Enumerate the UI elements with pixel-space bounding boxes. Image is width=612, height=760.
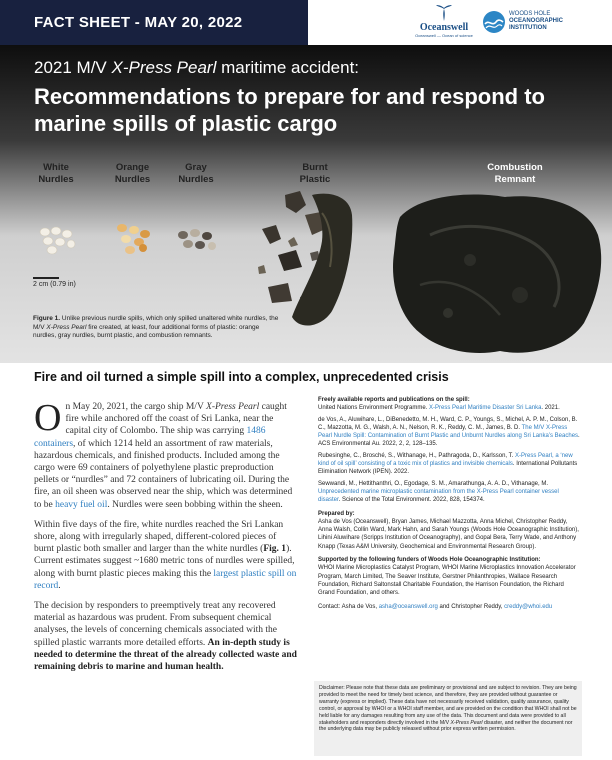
paragraph-3 [34, 600, 298, 673]
containers-link[interactable]: 1486 containers [34, 426, 266, 449]
funders-heading: Supported by the following funders of Woods Hole Oceanographic Institution: [318, 557, 541, 564]
section-subheading: Fire and oil turned a simple spill into a complex, unprecedented crisis [34, 370, 449, 384]
reference-item [318, 452, 580, 477]
heavy-fuel-oil-link[interactable]: heavy fuel oil [55, 499, 108, 510]
disclaimer-text-a: Disclaimer: Please note that these data are preliminary or provisional and are subject to revision. They are being provided to meet the need for timely best science, and therefore, they are provided without guarantee or warranty (express or implied). These data have not necessarily received validation, quality assurance, quality control, or approval by WHOI or a WHOI staff member, and are provided on the condition that WHOI shall not be held liable for any damages resulting from any use of the data. This document and data were provided to all stakeholders and responders directly involved in the M/V [319, 685, 577, 726]
references-sidebar [318, 396, 580, 611]
ref-2-authors: de Vos, A., Aluwihare, L., DiBenedetto, M. H., Ward, C. P., Youngs, S., Michel, A. P. M., Colson, B. C., Mazzotta, M. G., Walsh, A. N., Nelson, R. K., Reddy, C. M., James, B. D. [318, 416, 578, 431]
prepared-by-text: Asha de Vos (Oceanswell), Bryan James, Michael Mazzotta, Anna Michel, Christopher Reddy, Anna Walsh, Collin Ward, Mark Hahn, and Sarah Youngs (Woods Hole Oceanographic Institution), Lihini Aluwihare (Scripps Institution of Oceanography), and Gopal Bera, Terry Wade, and Anthony Knapp (Texas A&M University, Geochemical and Environmental Research Group). [318, 518, 579, 550]
scale-label: 2 cm (0.79 in) [33, 281, 76, 288]
p1-text-d: . Nurdles were seen bobbing within the sheen. [107, 499, 283, 510]
reference-item [318, 416, 580, 449]
oceanswell-name: Oceanswell [419, 22, 469, 33]
caption-ship: X-Press Pearl [46, 323, 87, 331]
whoi-wave-icon [482, 10, 506, 34]
p2-text-c: . [58, 580, 61, 591]
ref-2-source: . ACS Environmental Au. 2022, 2, 2, 128–135. [318, 433, 580, 448]
supertitle-pre: 2021 M/V [34, 58, 112, 77]
largest-spill-link[interactable]: largest plastic spill on record [34, 568, 297, 591]
ref-3-link[interactable]: X-Press Pearl, a ‘new kind of oil spill’ consisting of a toxic mix of plastics and invisible chemicals [318, 452, 573, 468]
caption-text-b: fire created, at least, four additional forms of plastic: orange nurdles, gray nurdles, burnt plastic, and combustion remnants. [33, 323, 260, 339]
orange-nurdles-group [117, 224, 150, 254]
whale-tail-icon [433, 4, 455, 22]
disclaimer-text-b: disaster, and neither the document nor the underlying data may be publicly released without prior express written permission. [319, 719, 573, 733]
drop-cap: O [34, 397, 62, 439]
whoi-line2: OCEANOGRAPHIC [509, 18, 564, 24]
p2-text-b: ). Current estimates suggest ~1680 metric tons of nurdles were spilled, along with burnt plastic pieces making this the [34, 544, 295, 579]
contact-label: Contact: Asha de Vos, [318, 603, 379, 610]
contact-line [318, 603, 580, 611]
combustion-remnant-shape [393, 194, 601, 353]
p3-text-a: The decision by responders to preemptively treat any recovered material as hazardous was prudent. From subsequent chemical analyses, the levels of concerning chemicals associated with the spilled plastic warrants more detailed efforts. [34, 601, 277, 648]
ref-1-authors: United Nations Environment Programme. [318, 405, 430, 412]
top-bar [0, 0, 612, 45]
reference-item [318, 480, 580, 505]
contact-mid: and Christopher Reddy, [437, 603, 505, 610]
date-banner [0, 0, 308, 45]
gray-nurdles-group [178, 229, 216, 250]
page-title: Recommendations to prepare for and respond to marine spills of plastic cargo [34, 84, 545, 136]
caption-text-a: Unlike previous nurdle spills, which only spilled unaltered white nurdles, the M/V [33, 315, 279, 331]
disclaimer-box [314, 681, 582, 756]
figure-reference: Fig. 1 [263, 544, 287, 555]
scale-bar [33, 281, 76, 288]
label-orange-nurdles: Orange Nurdles [114, 162, 151, 185]
white-nurdles-group [40, 227, 75, 254]
email-link-asha[interactable]: asha@oceanswell.org [378, 603, 438, 610]
disclaimer-ship: X-Press Pearl [450, 719, 483, 726]
ref-1-link[interactable]: X-Press Pearl Maritime Disaster Sri Lanka [429, 405, 542, 412]
ref-4-authors: Sewwandi, M., Hettithanthri, O., Egodage, S. M., Amarathunga, A. A. D., Vithanage, M. [318, 480, 549, 487]
label-gray-nurdles: Gray Nurdles [178, 162, 214, 185]
ref-2-link[interactable]: The M/V X-Press Pearl Nurdle Spill: Contamination of Burnt Plastic and Unburnt Nurdles along Sri Lanka’s Beaches [318, 424, 579, 440]
ref-4-link[interactable]: Unprecedented marine microplastic contamination from the X-Press Pearl container vessel disaster [318, 488, 559, 504]
whoi-line3: INSTITUTION [509, 25, 547, 31]
prepared-by-heading: Prepared by: [318, 510, 355, 517]
p1-text-b: caught fire while anchored off the coast of Sri Lanka, near the capital city of Colombo. The ship was carrying [65, 402, 287, 437]
paragraph-2 [34, 519, 298, 592]
oceanswell-logo [404, 4, 484, 42]
reports-heading: Freely available reports and publications on the spill: [318, 397, 470, 403]
burnt-plastic-group [258, 191, 352, 326]
p1-text-a: n May 20, 2021, the cargo ship M/V [65, 402, 207, 412]
label-white-nurdles: White Nurdles [38, 162, 74, 185]
label-combustion-remnant: Combustion Remnant [487, 162, 543, 185]
caption-label: Figure 1. [33, 315, 61, 322]
figure-caption [33, 315, 283, 341]
whoi-line1: WOODS HOLE [509, 11, 551, 17]
ref-3-source: . International Pollutants Elimination Network (IPEN). 2022. [318, 461, 578, 476]
oceanswell-subtitle: Oceanswell — Ocean of science [415, 33, 473, 38]
p1-ship: X-Press Pearl [206, 402, 260, 412]
label-burnt-plastic: Burnt Plastic [299, 162, 331, 185]
hero-photo-panel [0, 45, 612, 363]
ref-3-authors: Rubesinghe, C., Brosché, S., Withanage, H., Pathragoda, D., Karlsson, T. [318, 452, 515, 459]
reference-item [318, 404, 580, 412]
email-link-creddy[interactable]: creddy@whoi.edu [504, 603, 553, 610]
supertitle-ship: X-Press Pearl [111, 58, 217, 77]
banner-text: FACT SHEET - MAY 20, 2022 [34, 14, 243, 31]
paragraph-1 [34, 397, 298, 511]
supertitle-post: maritime accident: [216, 58, 360, 77]
p1-text-c: , of which 1214 held an assortment of raw materials, hazardous chemicals, and finished products. Included among the cargo were 69 containers of polyethylene plastic preproduction pellets or “nurdles” and 72 containers of lubricating oil. During the fire, an oil sheen was observed near the ship, which was determined to be [34, 438, 293, 510]
p2-text-a: Within five days of the fire, white nurdles reached the Sri Lankan shore, along with irregularly shaped, different-colored pieces of burnt plastic both smaller and larger than the white nurdles ( [34, 519, 284, 555]
main-body-text [34, 397, 298, 681]
ref-4-source: . Science of the Total Environment. 2022, 828, 154374. [338, 497, 485, 504]
ref-1-source: . 2021. [541, 405, 560, 412]
funders-text: WHOI Marine Microplastics Catalyst Program, WHOI Marine Microplastics Innovation Accelerator Program, March Limited, The Seaver Institute, Gerstner Philanthropies, Wallace Research Foundation, Richard Saltonstall Charitable Foundation, the Harrison Foundation, the Richard Grand Foundation, and others. [318, 565, 576, 597]
whoi-logo [482, 8, 610, 38]
p3-emphasis: An in-depth study is needed to determine the threat of the already collected waste and remaining debris to marine and human health. [34, 637, 297, 673]
